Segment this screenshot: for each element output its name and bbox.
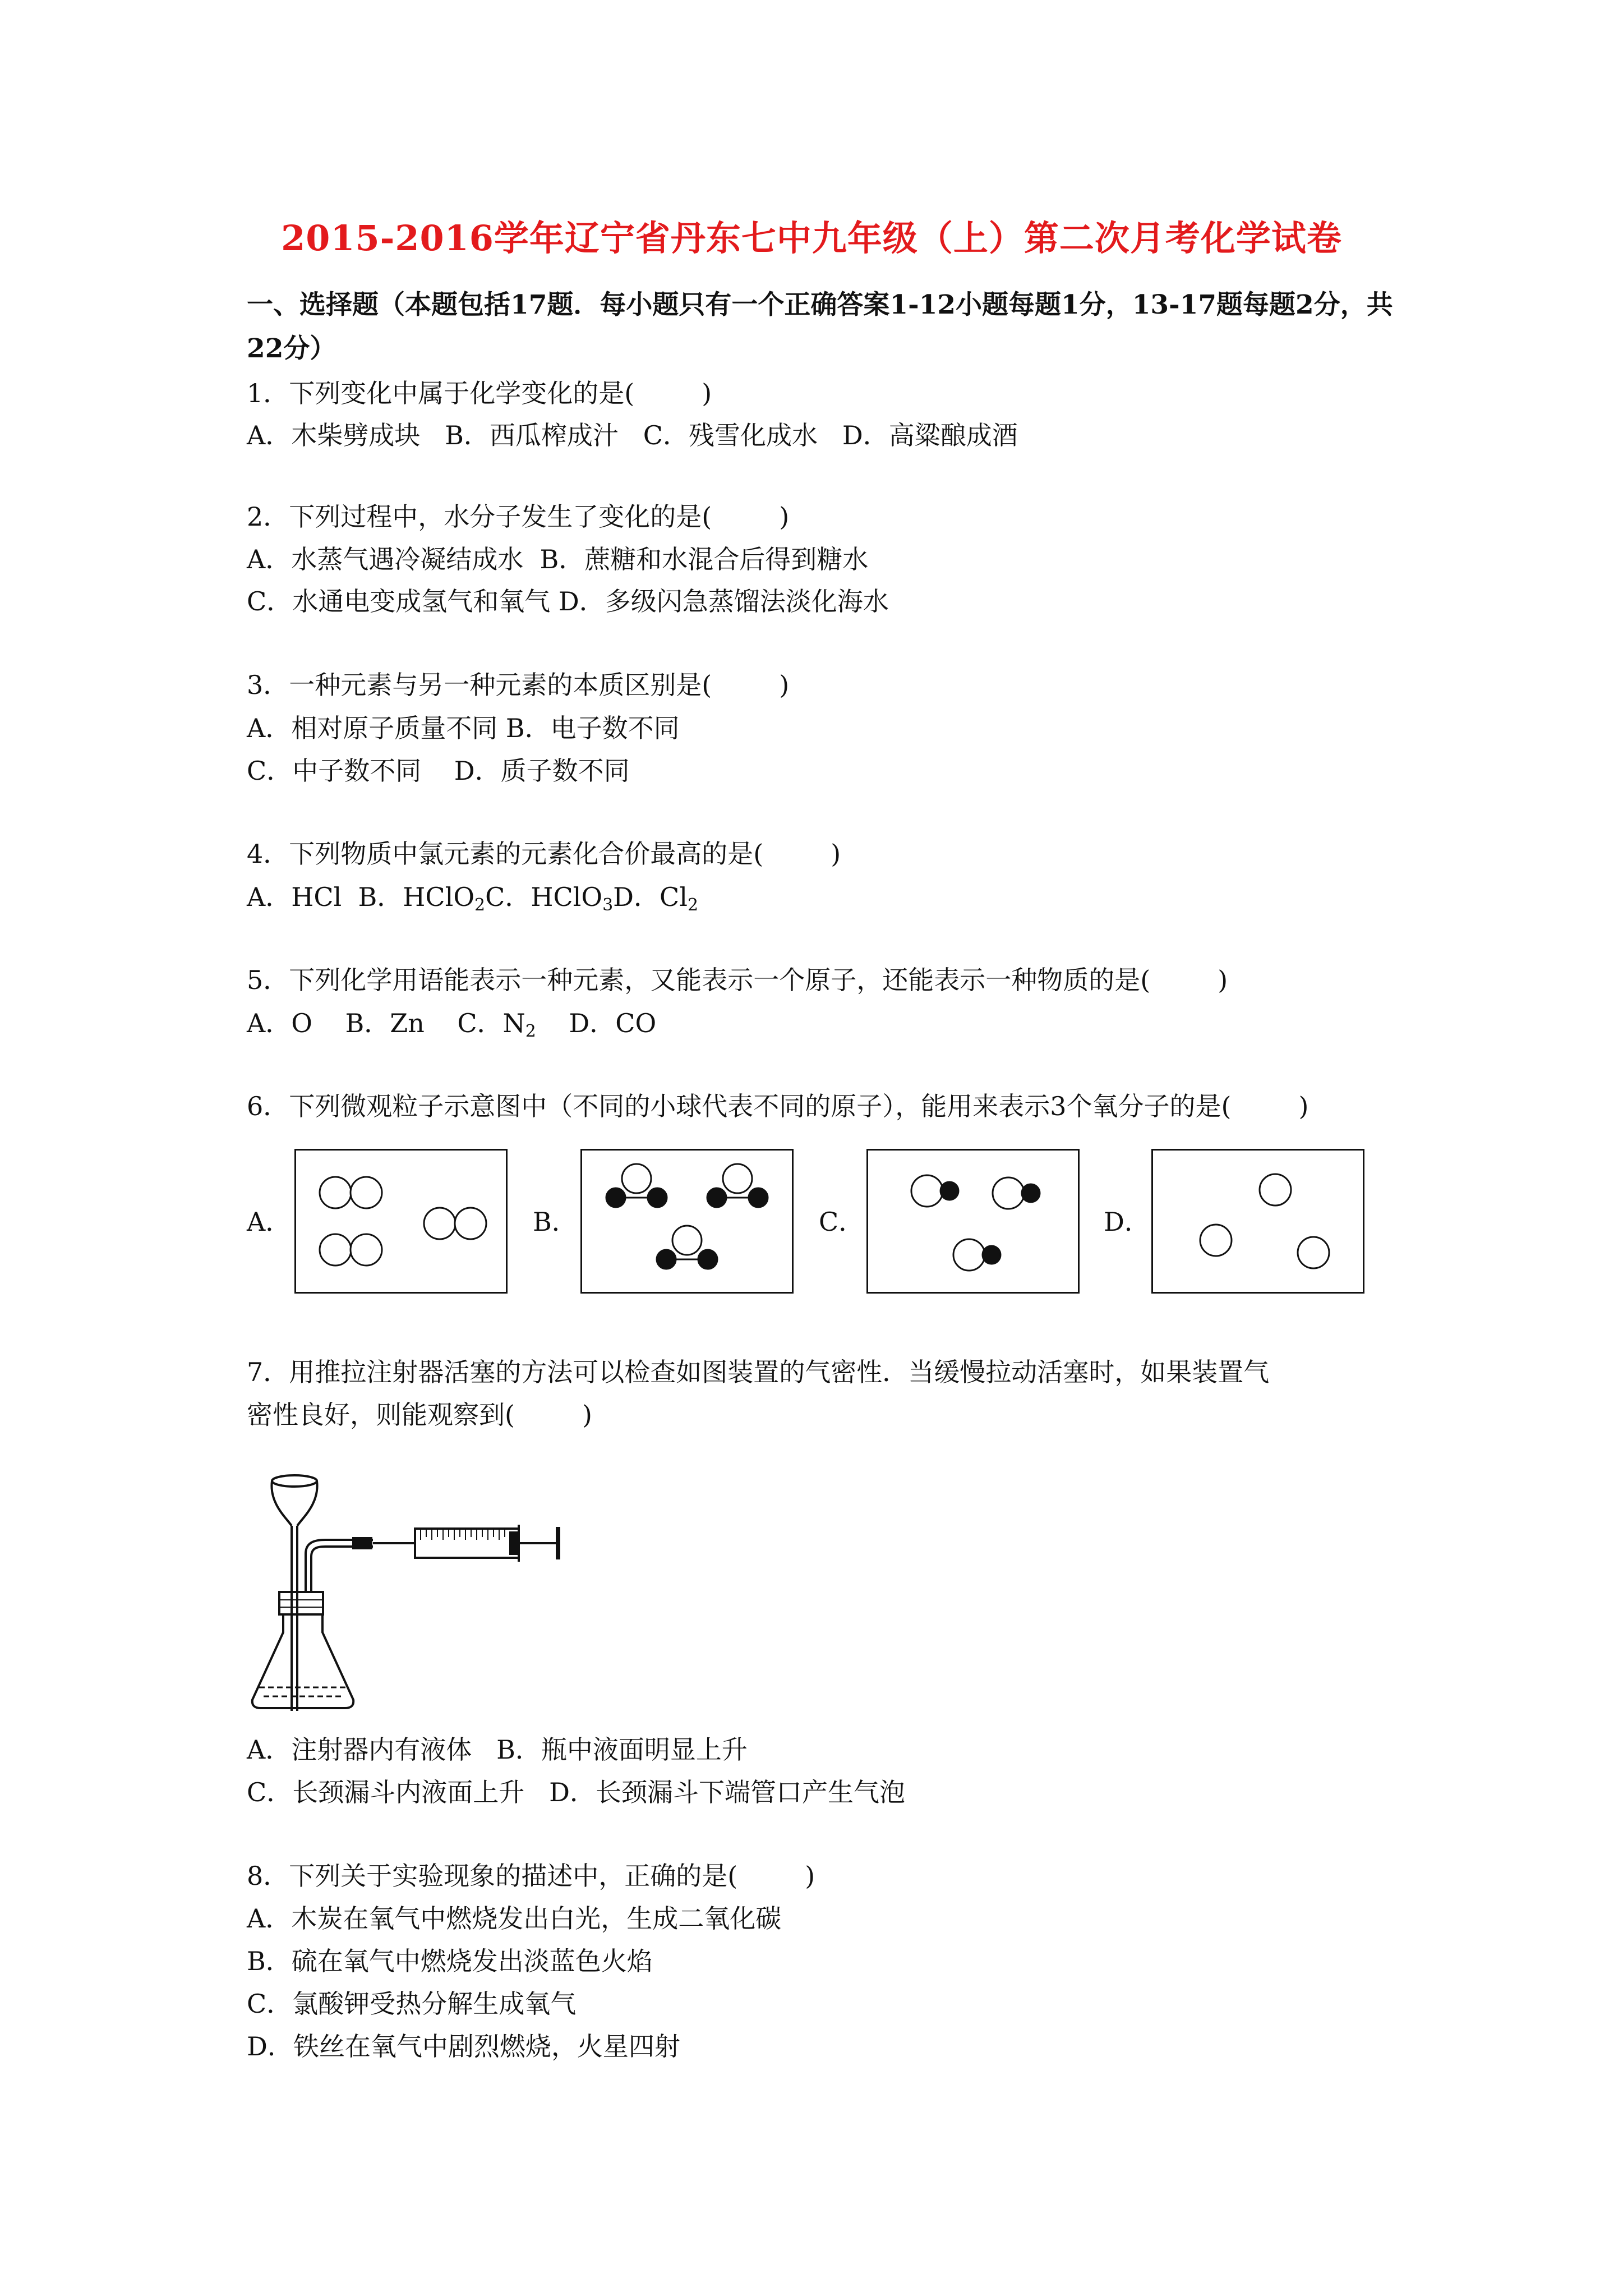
question-7-line1: 7．用推拉注射器活塞的方法可以检查如图装置的气密性．当缓慢拉动活塞时，如果装置气 <box>247 1357 1270 1387</box>
option-c: C．中子数不同 <box>247 756 422 786</box>
option-a-label: A． <box>247 1207 292 1237</box>
question-1-options <box>247 414 1018 457</box>
three-triatomic-molecules <box>582 1151 792 1292</box>
option-d: D．$Cl_2$ <box>613 882 699 915</box>
option-b: B．蔗糖和水混合后得到糖水 <box>540 544 869 574</box>
option-a: A．水蒸气遇冷凝结成水 <box>247 544 524 574</box>
question-8-option-d: D．铁丝在氧气中剧烈燃烧，火星四射 <box>247 2031 680 2062</box>
option-b: B．Zn <box>345 1008 425 1038</box>
question-5-options <box>247 1002 656 1053</box>
question-stem: 6．下列微观粒子示意图中（不同的小球代表不同的原子），能用来表示3个氧分子的是( <box>247 1091 1232 1121</box>
option-b-label: B． <box>533 1207 578 1237</box>
question-8: 8．下列关于实验现象的描述中，正确的是( ) <box>247 1861 815 1891</box>
question-8-option-b: B．硫在氧气中燃烧发出淡蓝色火焰 <box>247 1946 653 1976</box>
option-b: B．西瓜榨成汁 <box>445 420 619 450</box>
option-c: C．HClO$_3$ <box>485 882 614 915</box>
option-a: A．HCl <box>247 882 342 912</box>
question-4: 4．下列物质中氯元素的元素化合价最高的是( ) <box>247 839 841 869</box>
option-b: B．瓶中液面明显上升 <box>496 1734 748 1765</box>
question-1: 1．下列变化中属于化学变化的是( ) <box>247 378 712 408</box>
option-a: A．O <box>247 1008 312 1038</box>
three-single-atoms <box>1153 1151 1363 1292</box>
option-d: D．CO <box>569 1008 657 1038</box>
question-7-options-row2 <box>247 1771 905 1814</box>
molecule-diagram-c <box>866 1149 1080 1294</box>
question-3-options-row1 <box>247 707 680 750</box>
question-3-options-row2 <box>247 749 630 793</box>
option-a: A．相对原子质量不同 <box>247 713 498 743</box>
section-heading: 一、选择题（本题包括17题．每小题只有一个正确答案1-12小题每题1分，13-17题每题2分，共22分） <box>247 289 1393 364</box>
molecule-diagram-a <box>294 1149 508 1294</box>
option-d: D．高粱酿成酒 <box>842 420 1018 450</box>
three-heteronuclear-molecules <box>868 1151 1078 1292</box>
option-d: D．长颈漏斗下端管口产生气泡 <box>549 1777 905 1807</box>
airtightness-apparatus-figure <box>247 1464 583 1711</box>
option-b: B．HClO$_2$ <box>358 882 486 915</box>
option-c: C．$N_2$ <box>457 1008 536 1041</box>
question-8-option-c: C．氯酸钾受热分解生成氧气 <box>247 1989 577 2019</box>
three-diatomic-white-molecules <box>296 1151 506 1292</box>
option-c: C．长颈漏斗内液面上升 <box>247 1777 525 1807</box>
question-8-option-a: A．木炭在氧气中燃烧发出白光，生成二氧化碳 <box>247 1903 782 1934</box>
question-2-options-row1 <box>247 538 868 581</box>
question-7-line2: 密性良好，则能观察到( ) <box>247 1400 592 1430</box>
option-d-label: D． <box>1104 1207 1150 1237</box>
option-d: D．多级闪急蒸馏法淡化海水 <box>558 586 889 616</box>
page-title: 2015-2016学年辽宁省丹东七中九年级（上）第二次月考化学试卷 <box>281 218 1342 259</box>
question-6: 6．下列微观粒子示意图中（不同的小球代表不同的原子），能用来表示3个氧分子的是( ) <box>247 1091 1309 1121</box>
question-stem: 3．一种元素与另一种元素的本质区别是( <box>247 670 712 700</box>
question-stem: 5．下列化学用语能表示一种元素，又能表示一个原子，还能表示一种物质的是( <box>247 965 1151 995</box>
question-5: 5．下列化学用语能表示一种元素，又能表示一个原子，还能表示一种物质的是( ) <box>247 965 1228 995</box>
question-2: 2．下列过程中，水分子发生了变化的是( ) <box>247 501 790 532</box>
option-c: C．水通电变成氢气和氧气 <box>247 586 551 616</box>
question-4-options <box>247 876 698 927</box>
question-3: 3．一种元素与另一种元素的本质区别是( ) <box>247 670 790 700</box>
option-a: A．注射器内有液体 <box>247 1734 472 1765</box>
option-a: A．木柴劈成块 <box>247 420 421 450</box>
question-2-options-row2 <box>247 580 889 623</box>
molecule-diagram-d <box>1151 1149 1364 1294</box>
question-stem: 密性良好，则能观察到( <box>247 1400 515 1430</box>
question-stem: 1．下列变化中属于化学变化的是( <box>247 378 635 408</box>
question-stem: 4．下列物质中氯元素的元素化合价最高的是( <box>247 839 764 869</box>
question-stem: 2．下列过程中，水分子发生了变化的是( <box>247 501 712 532</box>
question-stem: 8．下列关于实验现象的描述中，正确的是( <box>247 1861 738 1891</box>
question-7-options-row1 <box>247 1728 748 1772</box>
option-c: C．残雪化成水 <box>643 420 818 450</box>
molecule-diagram-b <box>580 1149 794 1294</box>
option-b: B．电子数不同 <box>505 713 680 743</box>
option-c-label: C． <box>819 1207 865 1237</box>
option-d: D．质子数不同 <box>454 756 630 786</box>
